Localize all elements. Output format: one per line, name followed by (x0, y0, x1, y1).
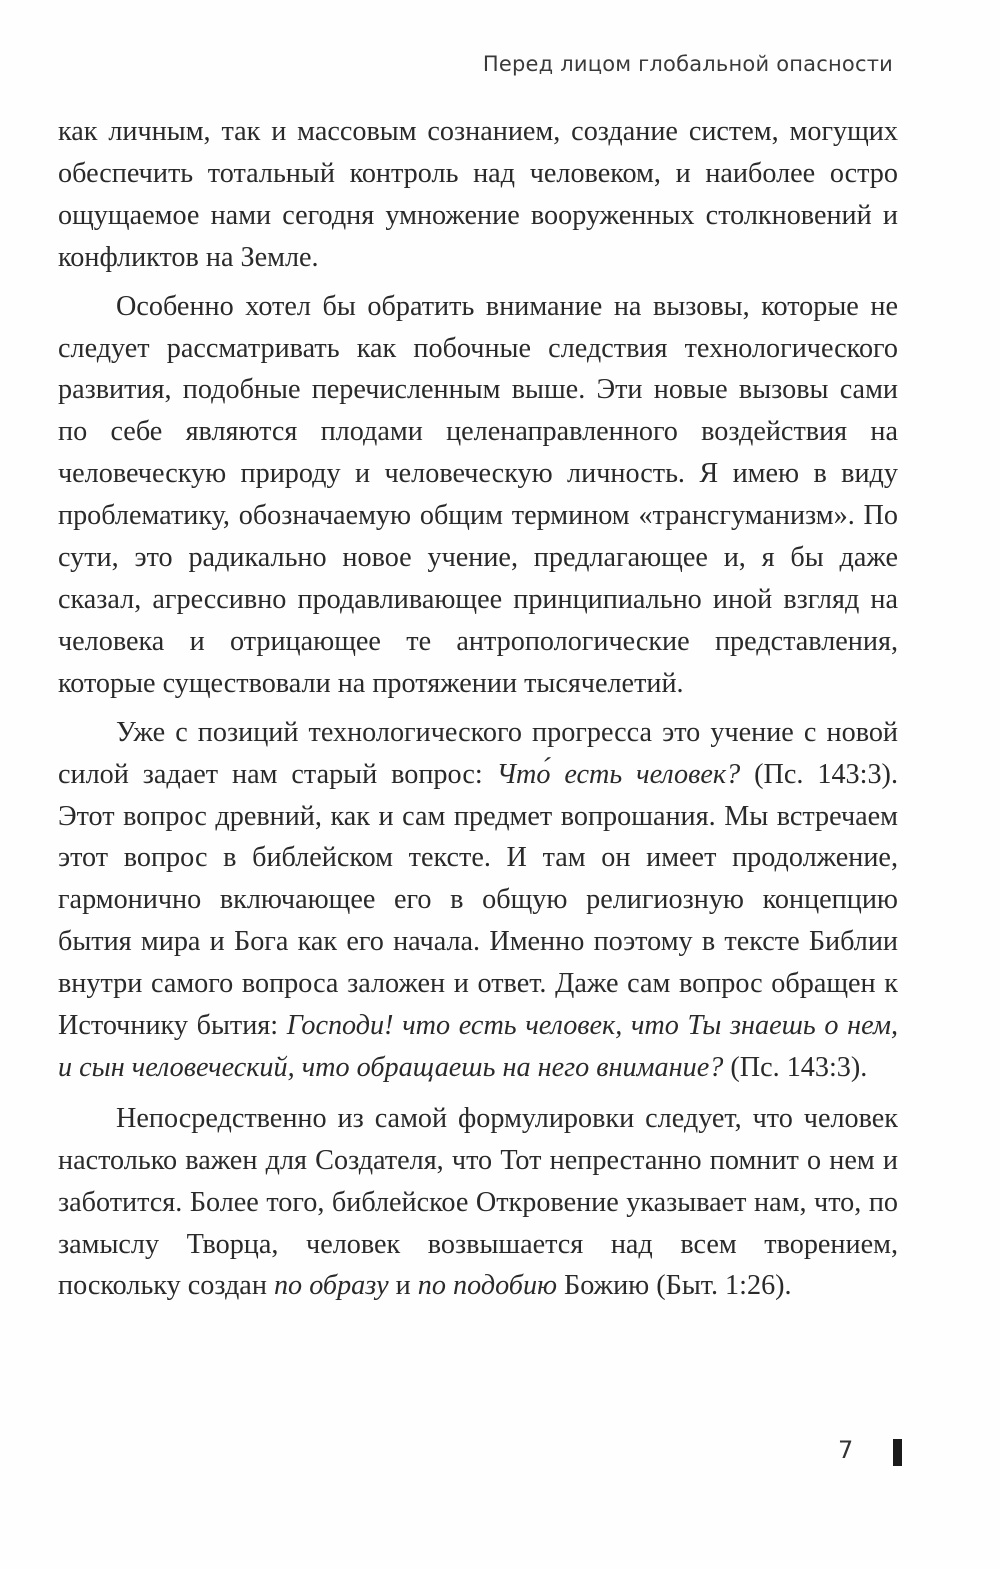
paragraph-4-text-e: Божию (Быт. 1:26). (556, 1270, 792, 1302)
paragraph-3 (58, 712, 898, 1089)
paragraph-4-emphasis-2: по подобию (417, 1270, 557, 1302)
paragraph-4 (58, 1098, 898, 1308)
page-body (58, 111, 898, 1307)
paragraph-3-text-e: (Пс. 143:3). (723, 1051, 868, 1083)
paragraph-4-text-c: и (388, 1270, 418, 1302)
paragraph-3-quote-2: Господи! что есть человек, что Ты знаешь о нем, и сын человеческий, что обращаешь на него внимание? (58, 1010, 898, 1083)
paragraph-3-text-c: (Пс. 143:3). Этот вопрос древний, как и сам предмет вопрошания. Мы встречаем этот вопрос в библейском тексте. И там он имеет продолжение, гармонично включающее его в общую религиозную концепцию бытия мира и Бога как его начала. Именно поэтому в тексте Библии внутри самого вопроса заложен и ответ. Даже сам вопрос обращен к Источнику бытия: (58, 758, 898, 1042)
paragraph-4-emphasis-1: по образу (273, 1270, 389, 1302)
paragraph-3-text-a: Уже с позиций технологического прогресса это учение с новой силой задает нам старый вопрос: (58, 716, 898, 790)
page-number: 7 (838, 1436, 854, 1464)
running-title: Перед лицом глобальной опасности (482, 52, 893, 76)
paragraph-1: как личным, так и массовым сознанием, создание систем, могущих обеспечить тотальный контроль над человеком, и наиболее остро ощущаемое нами сегодня умножение вооруженных столкновений и конфликтов на Земле. (58, 116, 898, 273)
paragraph-2: Особенно хотел бы обратить внимание на вызовы, которые не следует рассматривать как побочные следствия технологического развития, подобные перечисленным выше. Эти новые вызовы сами по себе являются плодами целенаправленного воздействия на человеческую природу и человеческую личность. Я имею в виду проблематику, обозначаемую общим термином «трансгуманизм». По сути, это радикально новое учение, предлагающее и, я бы даже сказал, агрессивно продавливающее принципиально иной взгляд на человека и отрицающее те антропологические представления, которые существовали на протяжении тысячелетий. (58, 290, 898, 699)
paragraph-3-quote-1: Что́ есть человек? (496, 758, 741, 790)
page-marker-bar (893, 1439, 902, 1466)
paragraph-4-text-a: Непосредственно из самой формулировки следует, что человек настолько важен для Создателя, что Тот непрестанно помнит о нем и заботится. Более того, библейское Откровение указывает нам, что, по замыслу Творца, человек возвышается над всем творением, поскольку создан (58, 1102, 898, 1302)
